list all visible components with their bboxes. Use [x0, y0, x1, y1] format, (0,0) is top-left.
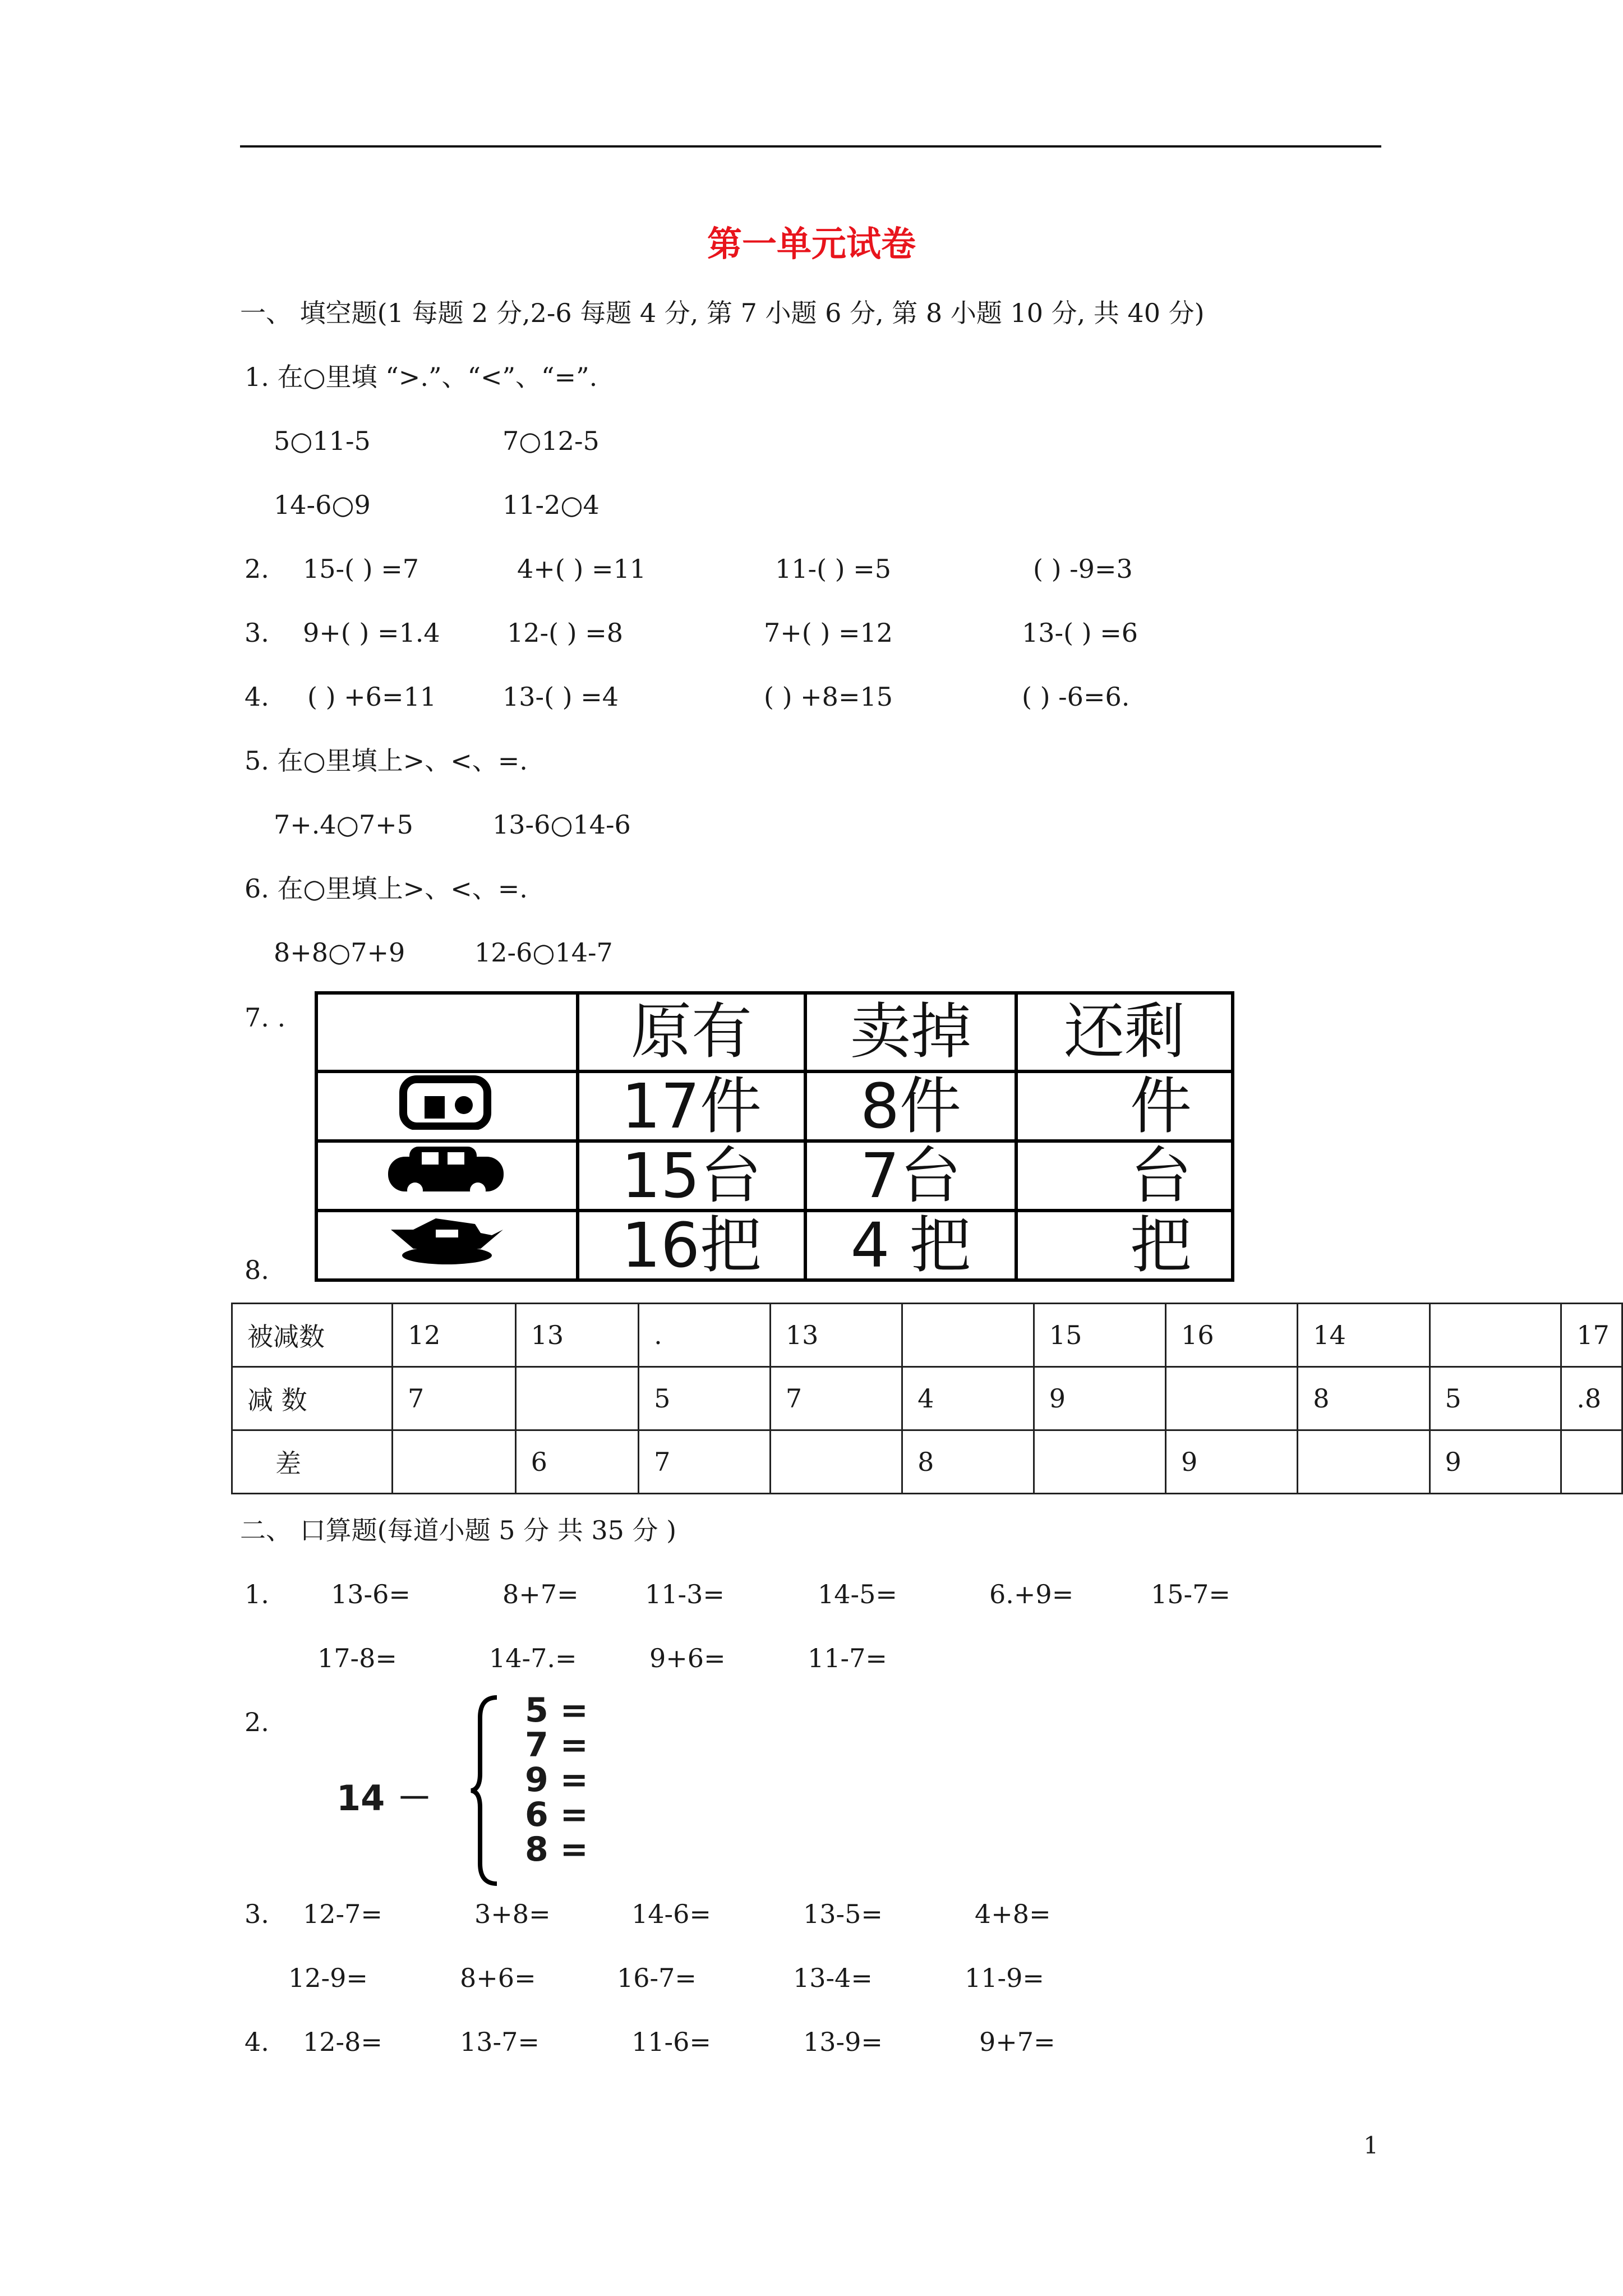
subtraction-brace-group [336, 1688, 628, 1890]
q8-cell: 9 [1166, 1430, 1298, 1494]
teapot-icon [316, 1211, 578, 1280]
q3-item: 9+( ) =1.4 [303, 618, 440, 648]
q8-cell: . [639, 1304, 771, 1367]
section2-heading: 二、 口算题(每道小题 5 分 共 35 分 ) [240, 1515, 677, 1545]
q4-item: ( ) -6=6. [1022, 682, 1130, 712]
s2-q1-item: 8+7= [502, 1579, 579, 1609]
s2-q3-item: 3+8= [474, 1899, 551, 1929]
s2-q1-item: 9+6= [649, 1643, 726, 1673]
q1-item: 7○12-5 [502, 426, 600, 456]
s2-q1-number: 1. [245, 1579, 269, 1609]
q8-row-label: 减 数 [232, 1367, 393, 1430]
q4-item: ( ) +6=11 [307, 682, 437, 712]
brace-item: 5 = [525, 1691, 588, 1730]
s2-q3-item: 4+8= [975, 1899, 1051, 1929]
q5-label: 5. 在○里填上>、<、=. [245, 746, 528, 776]
q7-header: 还剩 [1016, 993, 1233, 1071]
s2-q4-item: 11-6= [631, 2027, 711, 2057]
q8-cell [1166, 1367, 1298, 1430]
q8-cell [1561, 1430, 1622, 1494]
q8-cell: 7 [393, 1367, 516, 1430]
s2-q3-item: 8+6= [460, 1963, 536, 1993]
s2-q3-item: 11-9= [965, 1963, 1044, 1993]
s2-q3-number: 3. [245, 1899, 269, 1929]
s2-q1-item: 11-7= [808, 1643, 887, 1673]
q7-had: 16把 [578, 1211, 805, 1280]
s2-q1-item: 6.+9= [989, 1579, 1074, 1609]
brace-item: 7 = [525, 1726, 588, 1765]
q7-sold: 7台 [805, 1141, 1016, 1211]
q8-cell: .8 [1561, 1367, 1622, 1430]
s2-q3-item: 14-6= [631, 1899, 711, 1929]
q8-cell: 9 [1430, 1430, 1561, 1494]
q8-cell: 12 [393, 1304, 516, 1367]
q8-cell: 17 [1561, 1304, 1622, 1367]
q4-item: 13-( ) =4 [502, 682, 619, 712]
q1-item: 11-2○4 [502, 490, 600, 520]
q2-item: 4+( ) =11 [517, 554, 647, 584]
q7-header: 卖掉 [805, 993, 1016, 1071]
q8-cell [1034, 1430, 1165, 1494]
q8-cell: 5 [639, 1367, 771, 1430]
q1-item: 5○11-5 [274, 426, 371, 456]
s2-q4-item: 13-9= [803, 2027, 883, 2057]
q8-cell [902, 1304, 1034, 1367]
q8-cell: 6 [515, 1430, 639, 1494]
q8-row-label: 差 [232, 1430, 393, 1494]
q6-label: 6. 在○里填上>、<、=. [245, 873, 528, 904]
q7-sold: 4 把 [805, 1211, 1016, 1280]
s2-q1-item: 15-7= [1151, 1579, 1230, 1609]
q8-number: 8. [245, 1255, 269, 1285]
q1-item: 14-6○9 [274, 490, 371, 520]
q7-left: 件 [1016, 1071, 1233, 1141]
q8-cell: 13 [770, 1304, 902, 1367]
q1-label: 1. 在○里填 “>.”、“<”、“=”. [245, 362, 598, 392]
q8-cell: 8 [1298, 1367, 1430, 1430]
brace-item: 8 = [525, 1830, 588, 1869]
brace-item: 9 = [525, 1760, 588, 1800]
s2-q3-item: 12-9= [288, 1963, 368, 1993]
s2-q1-item: 14-7.= [489, 1643, 577, 1673]
q8-cell [393, 1430, 516, 1494]
q7-corner-cell [316, 993, 578, 1071]
brace-item: 6 = [525, 1795, 588, 1834]
q8-cell: 16 [1166, 1304, 1298, 1367]
s2-q4-item: 13-7= [460, 2027, 540, 2057]
s2-q4-item: 12-8= [303, 2027, 382, 2057]
s2-q1-item: 17-8= [317, 1643, 397, 1673]
q8-cell [515, 1367, 639, 1430]
q7-sold: 8件 [805, 1071, 1016, 1141]
s2-q3-item: 13-5= [803, 1899, 883, 1929]
q2-item: 15-( ) =7 [303, 554, 419, 584]
q3-item: 13-( ) =6 [1022, 618, 1138, 648]
q8-row-label: 被减数 [232, 1304, 393, 1367]
q2-number: 2. [245, 554, 269, 584]
q8-cell [770, 1430, 902, 1494]
q4-item: ( ) +8=15 [764, 682, 893, 712]
q7-header: 原有 [578, 993, 805, 1071]
q8-cell [1430, 1304, 1561, 1367]
s2-q1-item: 11-3= [645, 1579, 725, 1609]
q5-item: 7+.4○7+5 [274, 809, 413, 840]
page-number: 1 [1363, 2132, 1378, 2159]
s2-q1-item: 13-6= [331, 1579, 411, 1609]
q7-table [315, 991, 1234, 1282]
q3-item: 12-( ) =8 [507, 618, 624, 648]
q6-item: 12-6○14-7 [474, 937, 613, 968]
s2-q3-item: 13-4= [793, 1963, 873, 1993]
s2-q4-number: 4. [245, 2027, 269, 2057]
q8-cell: 15 [1034, 1304, 1165, 1367]
q2-item: ( ) -9=3 [1033, 554, 1133, 584]
page-title: 第一单元试卷 [707, 223, 916, 264]
q8-cell: 5 [1430, 1367, 1561, 1430]
curly-brace-icon [469, 1695, 502, 1886]
q7-left: 台 [1016, 1141, 1233, 1211]
q3-item: 7+( ) =12 [764, 618, 893, 648]
header-rule [240, 145, 1381, 148]
q5-item: 13-6○14-6 [492, 809, 631, 840]
q4-number: 4. [245, 682, 269, 712]
q8-cell: 8 [902, 1430, 1034, 1494]
q8-cell: 4 [902, 1367, 1034, 1430]
q7-number: 7. . [245, 1002, 286, 1033]
q8-cell: 13 [515, 1304, 639, 1367]
q8-cell [1298, 1430, 1430, 1494]
clothes-icon [316, 1071, 578, 1141]
q7-had: 15台 [578, 1141, 805, 1211]
brace-base: 14 － [336, 1778, 432, 1819]
car-icon [316, 1141, 578, 1211]
q8-table [231, 1303, 1623, 1494]
q8-cell: 9 [1034, 1367, 1165, 1430]
q7-had: 17件 [578, 1071, 805, 1141]
s2-q2-number: 2. [245, 1707, 269, 1737]
s2-q3-item: 12-7= [303, 1899, 382, 1929]
section1-heading: 一、 填空题(1 每题 2 分,2-6 每题 4 分, 第 7 小题 6 分, 第 8 小题 10 分, 共 40 分) [240, 298, 1205, 328]
q8-cell: 14 [1298, 1304, 1430, 1367]
q7-left: 把 [1016, 1211, 1233, 1280]
s2-q1-item: 14-5= [818, 1579, 897, 1609]
q2-item: 11-( ) =5 [775, 554, 892, 584]
s2-q4-item: 9+7= [979, 2027, 1055, 2057]
q6-item: 8+8○7+9 [274, 937, 405, 968]
q8-cell: 7 [770, 1367, 902, 1430]
q3-number: 3. [245, 618, 269, 648]
q8-cell: 7 [639, 1430, 771, 1494]
s2-q3-item: 16-7= [617, 1963, 697, 1993]
